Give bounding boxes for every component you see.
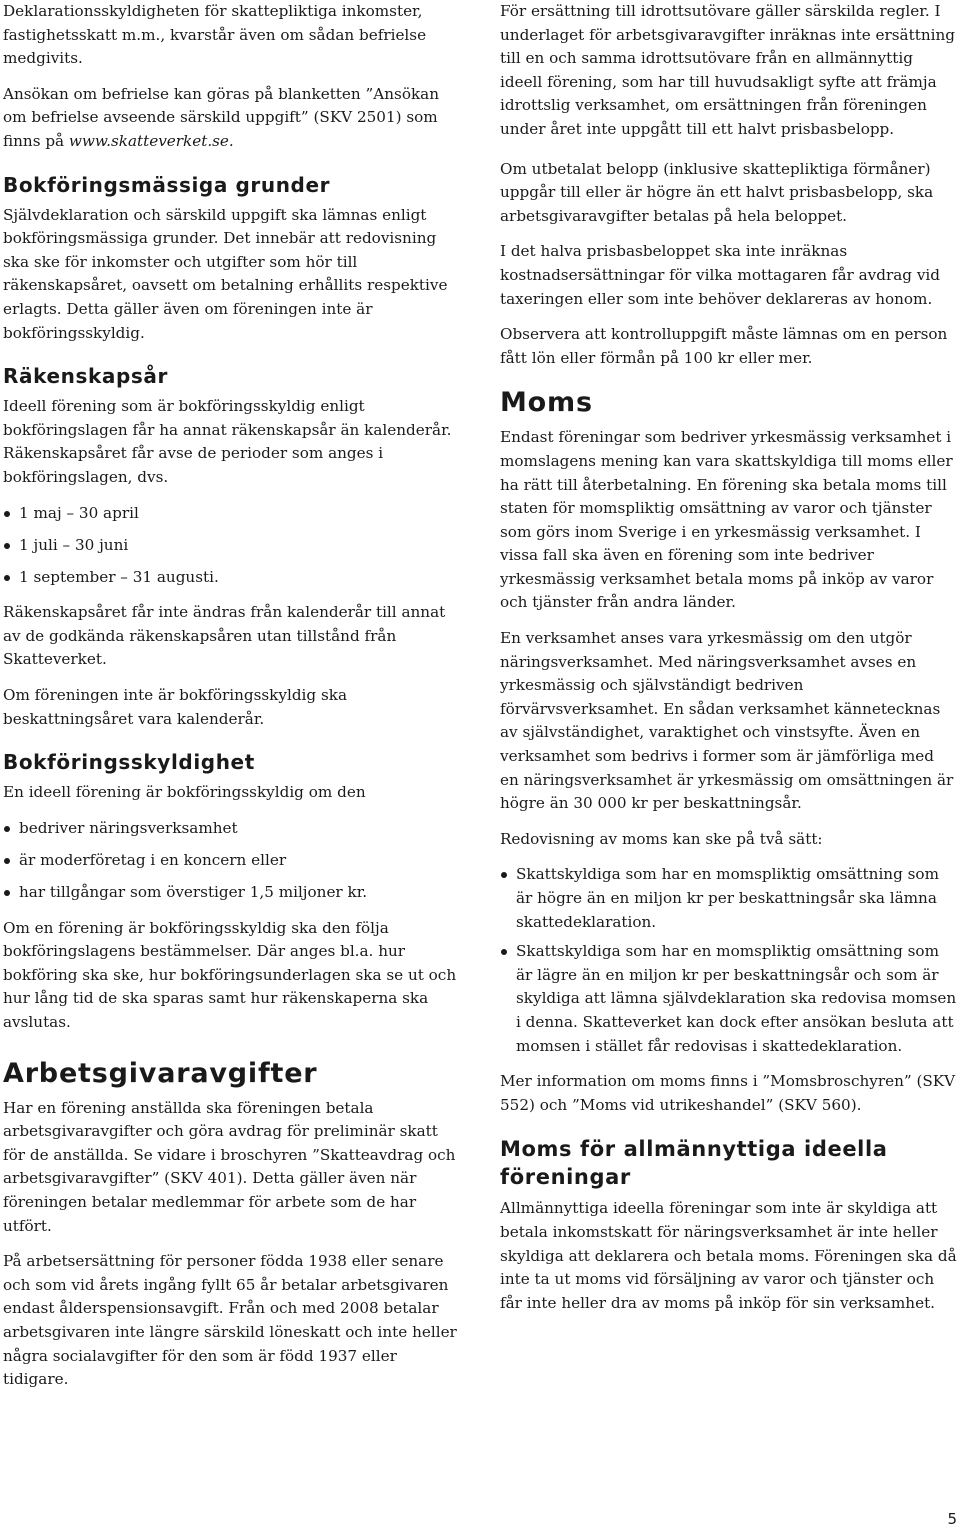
heading-arbetsgivaravgifter: Arbetsgivaravgifter: [3, 1057, 318, 1089]
bokforingsskyldighet-paragraph-2: Om en förening är bokföringsskyldig ska den följa bokföringslagens bestämmelser. Där anges bl.a. hur bokföring ska ske, hur bokföringsunderlagen ska se ut och hur lång tid de ska sparas samt hur räkenskaperna ska avslutas.: [3, 918, 457, 1031]
moms-paragraph-4: Mer information om moms finns i ”Momsbroschyren” (SKV 552) och ”Moms vid utrikeshandel” (SKV 560).: [500, 1072, 956, 1114]
list-item: Skattskyldiga som har en momspliktig omsättning som är lägre än en miljon kr per beskattningsår och som är skyldiga att lämna självdeklaration ska redovisa momsen i denna. Skatteverket kan dock efter ansökan besluta att momsen i stället får redovisas i skattedeklaration.: [500, 940, 957, 1058]
heading-bokforingsskyldighet: Bokföringsskyldighet: [3, 750, 255, 775]
period-list: [3, 502, 460, 590]
moms-allmannyttiga-paragraph: Allmännyttiga ideella föreningar som inte är skyldiga att betala inkomstskatt för näringsverksamhet är inte heller skyldiga att deklarera och betala moms. Föreningen ska då inte ta ut moms vid försäljning av varor och tjänster och får inte heller dra av moms på inköp för sin verksamhet.: [500, 1199, 957, 1312]
heading-moms-allmannyttiga: Moms för allmännyttiga ideella föreningar: [500, 1137, 888, 1190]
rakenskapsar-paragraph-3: Om föreningen inte är bokföringsskyldig ska beskattningsåret vara kalenderår.: [3, 686, 347, 728]
left-column: [3, 0, 460, 1404]
heading-moms: Moms: [500, 387, 593, 419]
intro-paragraph: Deklarationsskyldigheten för skattepliktiga inkomster, fastighetsskatt m.m., kvarstår även om sådan befrielse medgivits.: [3, 2, 427, 68]
right-column: [500, 0, 957, 1327]
list-item: Skattskyldiga som har en momspliktig omsättning som är högre än en miljon kr per beskattningsår ska lämna skattedeklaration.: [500, 863, 957, 934]
heading-rakenskapsar: Räkenskapsår: [3, 364, 168, 389]
skatteverket-link[interactable]: www.skatteverket.se.: [68, 131, 234, 150]
ansokan-paragraph: [3, 83, 460, 154]
bokforing-grunder-paragraph: Självdeklaration och särskild uppgift ska lämnas enligt bokföringsmässiga grunder. Det innebär att redovisning ska ske för inkomster och utgifter som hör till räkenskapsåret, oavsett om betalning erhållits respektive erlagts. Detta gäller även om föreningen inte är bokföringsskyldig.: [3, 205, 448, 342]
bokforingsskyldighet-paragraph: En ideell förening är bokföringsskyldig om den: [3, 783, 366, 802]
rakenskapsar-paragraph: Ideell förening som är bokföringsskyldig enligt bokföringslagen får ha annat räkenskapsår än kalenderår. Räkenskapsåret får avse de perioder som anges i bokföringslagen, dvs.: [3, 397, 452, 486]
moms-paragraph-3: Redovisning av moms kan ske på två sätt:: [500, 829, 823, 848]
list-item: har tillgångar som överstiger 1,5 miljoner kr.: [3, 881, 460, 905]
moms-ways-list: [500, 863, 957, 1058]
idrott-paragraph-3: I det halva prisbasbeloppet ska inte inräknas kostnadsersättningar för vilka mottagaren får avdrag vid taxeringen eller som inte behöver deklareras av honom.: [500, 242, 940, 308]
list-item: 1 september – 31 augusti.: [3, 566, 460, 590]
idrott-paragraph-2: Om utbetalat belopp (inklusive skattepliktiga förmåner) uppgår till eller är högre än ett halvt prisbasbelopp, ska arbetsgivaravgifter betalas på hela beloppet.: [500, 159, 934, 225]
heading-bokforingsmassiga-grunder: Bokföringsmässiga grunder: [3, 172, 331, 197]
idrott-paragraph: För ersättning till idrottsutövare gäller särskilda regler. I underlaget för arbetsgivaravgifter inräknas inte ersättning till en och samma idrottsutövare från en allmännyttig ideell förening, som har till huvudsakligt syfte att främja idrottslig verksamhet, om ersättningen från föreningen under året inte uppgått till ett halvt prisbasbelopp.: [500, 2, 955, 138]
list-item: 1 juli – 30 juni: [3, 534, 460, 558]
moms-paragraph-2: En verksamhet anses vara yrkesmässig om den utgör näringsverksamhet. Med näringsverksamhet avses en yrkesmässig och självständigt bedriven förvärvsverksamhet. En sådan verksamhet kännetecknas av självständighet, varaktighet och vinstsyfte. Även en verksamhet som bedrivs i former som är jämförliga med en näringsverksamhet är yrkesmässig om omsättningen är högre än 30 000 kr per beskattningsår.: [500, 629, 954, 813]
list-item: bedriver näringsverksamhet: [3, 817, 460, 841]
arbetsgivaravgifter-paragraph-2: På arbetsersättning för personer födda 1938 eller senare och som vid årets ingång fyllt 65 år betalar arbetsgivaren endast ålderspensionsavgift. Från och med 2008 betalar arbetsgivaren inte längre särskild löneskatt och inte heller några socialavgifter för den som är född 1937 eller tidigare.: [3, 1252, 457, 1389]
kontroll-paragraph: Observera att kontrolluppgift måste lämnas om en person fått lön eller förmån på 100 kr eller mer.: [500, 325, 948, 367]
moms-paragraph: Endast föreningar som bedriver yrkesmässig verksamhet i momslagens mening kan vara skattskyldiga till moms eller ha rätt till återbetalning. En förening ska betala moms till staten för momspliktig omsättning av varor och tjänster som görs inom Sverige i en yrkesmässig verksamhet. I vissa fall ska även en förening som inte bedriver yrkesmässig verksamhet betala moms på inköp av varor och tjänster från andra länder.: [500, 428, 953, 612]
page-number: 5: [947, 1510, 957, 1528]
arbetsgivaravgifter-paragraph: Har en förening anställda ska föreningen betala arbetsgivaravgifter och göra avdrag för preliminär skatt för de anställda. Se vidare i broschyren ”Skatteavdrag och arbetsgivaravgifter” (SKV 401). Detta gäller även när föreningen betalar medlemmar för arbete som de har utfört.: [3, 1098, 456, 1235]
rakenskapsar-paragraph-2: Räkenskapsåret får inte ändras från kalenderår till annat av de godkända räkenskapsåren utan tillstånd från Skatteverket.: [3, 603, 446, 669]
list-item: är moderföretag i en koncern eller: [3, 849, 460, 873]
criteria-list: [3, 817, 460, 905]
ansokan-text: Ansökan om befrielse kan göras på blanketten ”Ansökan om befrielse avseende särskild uppgift” (SKV 2501) som finns på: [3, 84, 440, 150]
list-item: 1 maj – 30 april: [3, 502, 460, 526]
